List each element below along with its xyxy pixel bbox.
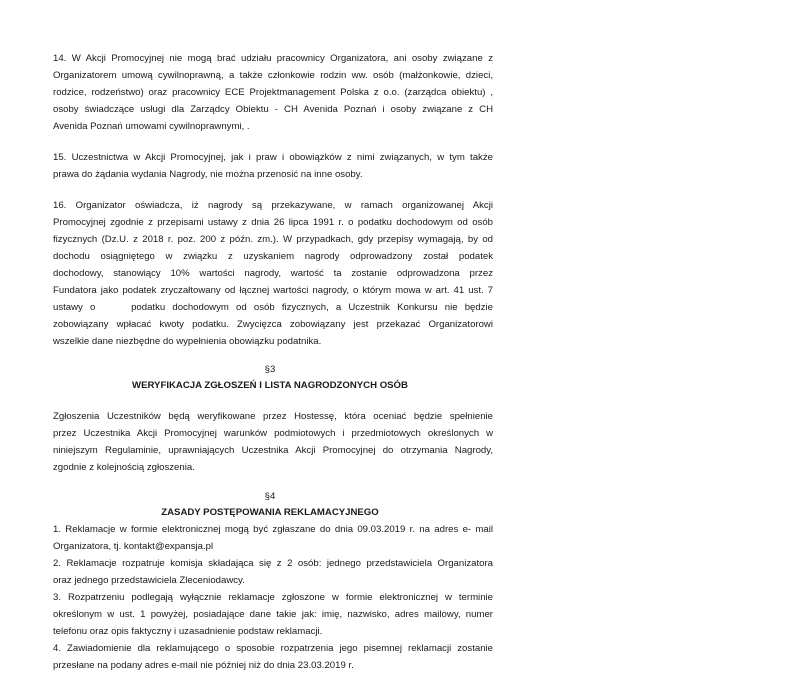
text-line: wszelkie dane niezbędne do wypełnienia obowiązku podatnika. — [53, 336, 322, 347]
text-line: 2. Reklamacje rozpatruje komisja składająca się z 2 osób: jednego przedstawiciela Organizatora — [53, 558, 493, 569]
section-number: §3 — [264, 364, 276, 375]
text-line: Promocyjnej zgodnie z przepisami ustawy z dnia 26 lipca 1991 r. o podatku dochodowym od osób — [53, 217, 493, 228]
text-line: przez Uczestnika Akcji Promocyjnej warunków podmiotowych i przedmiotowych określonych w — [53, 428, 493, 439]
text-line: Organizatorem umową cywilnoprawną, a także członkowie rodzin ww. osób (małżonkowie, dzieci, — [53, 70, 493, 81]
text-line: rodzice, rodzeństwo) oraz pracownicy ECE Projektmanagement Polska z o.o. (zarządca obiektu) , — [53, 87, 493, 98]
text-line: Organizatora, tj. kontakt@expansja.pl — [53, 541, 214, 552]
text-line: określonym w ust. 1 powyżej, posiadające dane takie jak: imię, nazwisko, adres mailowy, numer — [53, 609, 493, 620]
text-line: Zgłoszenia Uczestników będą weryfikowane przez Hostessę, która oceniać będzie spełnienie — [53, 411, 493, 422]
text-line: przesłane na podany adres e-mail nie później niż do dnia 23.03.2019 r. — [53, 660, 354, 671]
text-line: dochodu osiągniętego w związku z uzyskaniem nagrody odprowadzony został podatek — [53, 251, 493, 262]
text-line: Avenida Poznań umowami cywilnoprawnymi, . — [53, 121, 250, 132]
text-line: Fundatora jako podatek zryczałtowany od łącznej wartości nagrody, o którym mowa w art. 41 ust. 7 — [53, 285, 493, 296]
text-line: oraz jednego przedstawiciela Zleceniodawcy. — [53, 575, 245, 586]
text-line: osoby świadczące usługi dla Zarządcy Obiektu - CH Avenida Poznań i osoby związane z CH — [53, 104, 493, 115]
text-line: dochodowy, stanowiący 10% wartości nagrody, wartość ta zostanie odprowadzona przez — [53, 268, 493, 279]
text-line: 15. Uczestnictwa w Akcji Promocyjnej, jak i praw i obowiązków z nimi związanych, w tym także — [53, 152, 493, 163]
text-line: 3. Rozpatrzeniu podlegają wyłącznie reklamacje zgłoszone w formie elektronicznej w terminie — [53, 592, 493, 603]
section-title: WERYFIKACJA ZGŁOSZEŃ I LISTA NAGRODZONYCH OSÓB — [132, 380, 408, 391]
section-number: §4 — [264, 491, 276, 502]
text-line: fizycznych (Dz.U. z 2018 r. poz. 200 z późn. zm.). W przypadkach, gdy przepisy wymagają, by od — [53, 234, 493, 245]
section-title: ZASADY POSTĘPOWANIA REKLAMACYJNEGO — [161, 507, 379, 518]
text-line: zgodnie z kolejnością zgłoszenia. — [53, 462, 195, 473]
text-line: 1. Reklamacje w formie elektronicznej mogą być zgłaszane do dnia 09.03.2019 r. na adres e- mail — [53, 524, 493, 535]
text-line: telefonu oraz opis faktyczny i uzasadnienie podstaw reklamacji. — [53, 626, 323, 637]
text-line: 14. W Akcji Promocyjnej nie mogą brać udziału pracownicy Organizatora, ani osoby związane z — [53, 53, 493, 64]
text-line: niniejszym Regulaminie, uprawniających Uczestnika Akcji Promocyjnej do otrzymania Nagrody, — [53, 445, 493, 456]
text-line: ustawy o podatku dochodowym od osób fizycznych, a Uczestnik Konkursu nie będzie — [53, 302, 493, 313]
text-line: prawa do żądania wydania Nagrody, nie można przenosić na inne osoby. — [53, 169, 363, 180]
text-line: 16. Organizator oświadcza, iż nagrody są przekazywane, w ramach organizowanej Akcji — [53, 200, 493, 211]
text-line: 4. Zawiadomienie dla reklamującego o sposobie rozpatrzenia jego pisemnej reklamacji zostanie — [53, 643, 493, 654]
text-line: zobowiązany wpłacać kwoty podatku. Zwycięzca zobowiązany jest przekazać Organizatorowi — [53, 319, 493, 330]
